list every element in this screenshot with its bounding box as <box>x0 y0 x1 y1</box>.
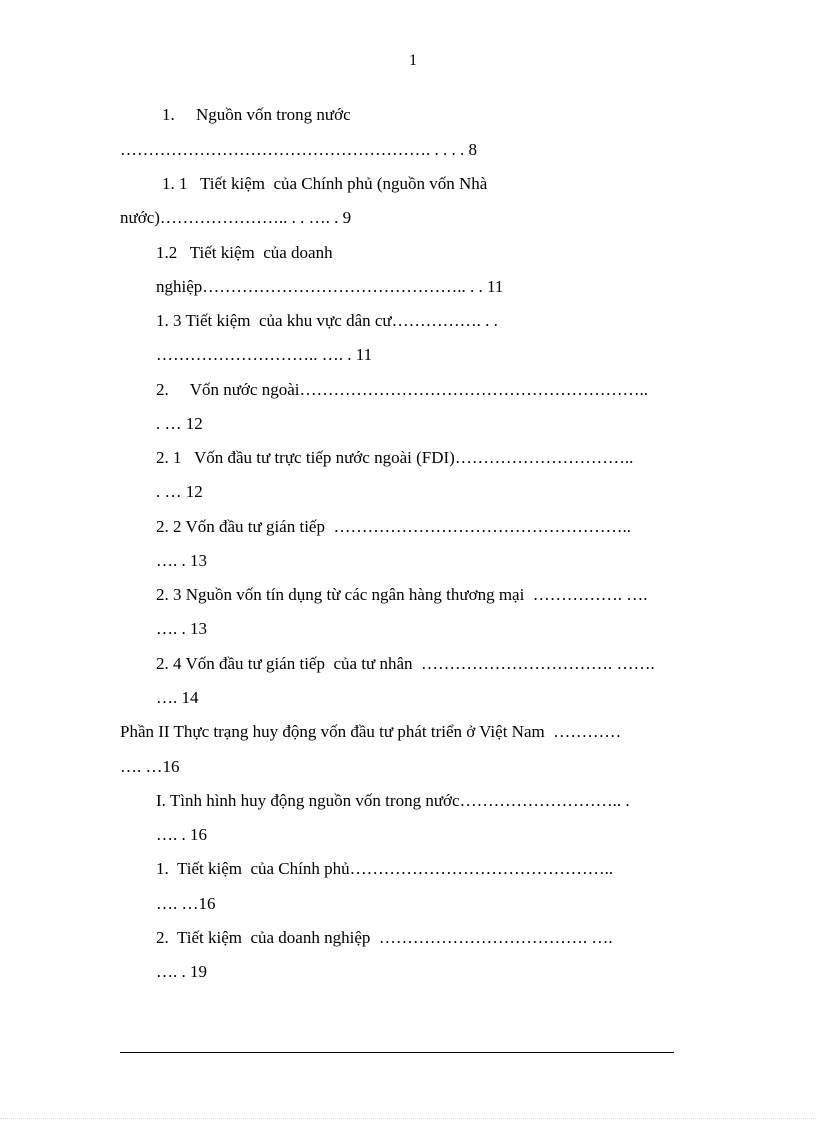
toc-heading-domestic-capital: 1. Nguồn vốn trong nước <box>162 105 351 124</box>
toc-leader-line: nghiệp……………………………………….. . . 11 <box>156 277 504 296</box>
toc-heading-foreign-capital: 2. Vốn nước ngoài…………………………………………………….. <box>156 380 648 399</box>
toc-item-indirect-investment: 2. 2 Vốn đầu tư gián tiếp …………………………………………….. <box>156 517 631 536</box>
toc-heading-part-two: Phần II Thực trạng huy động vốn đầu tư phát triển ở Việt Nam ………… <box>120 722 622 741</box>
toc-leader-line: …. . 13 <box>156 551 207 570</box>
toc-leader-line: ………………………………………………. . . . . 8 <box>120 140 477 159</box>
toc-item-enterprise-savings-2: 2. Tiết kiệm của doanh nghiệp ………………………………. …. <box>156 928 613 947</box>
page-boundary <box>0 1118 816 1119</box>
toc-item-government-savings-2: 1. Tiết kiệm của Chính phủ……………………………………….. <box>156 859 614 878</box>
toc-leader-line: nước)………………….. . . …. . 9 <box>120 208 352 227</box>
toc-item-government-savings: 1. 1 Tiết kiệm của Chính phủ (nguồn vốn Nhà <box>162 174 488 193</box>
toc-leader-line: . … 12 <box>156 414 203 433</box>
toc-item-commercial-bank-credit: 2. 3 Nguồn vốn tín dụng từ các ngân hàng thương mại ……………. …. <box>156 585 648 604</box>
toc-leader-line: …. …16 <box>120 757 180 776</box>
toc-heading-domestic-mobilization: I. Tình hình huy động nguồn vốn trong nước……………………….. . <box>156 791 630 810</box>
toc-item-private-indirect-investment: 2. 4 Vốn đầu tư gián tiếp của tư nhân ……………………………. ……. <box>156 654 655 673</box>
toc-leader-line: . … 12 <box>156 482 203 501</box>
toc-leader-line: …. 14 <box>156 688 199 707</box>
toc-leader-line: …. . 16 <box>156 825 207 844</box>
toc-leader-line: …. . 19 <box>156 962 207 981</box>
page-number: 1 <box>409 52 417 69</box>
toc-leader-line: ……………………….. …. . 11 <box>156 345 373 364</box>
footer-divider <box>120 1052 674 1053</box>
toc-leader-line: …. . 13 <box>156 619 207 638</box>
toc-leader-line: …. …16 <box>156 894 216 913</box>
toc-item-household-savings: 1. 3 Tiết kiệm của khu vực dân cư……………. . . <box>156 311 498 330</box>
toc-item-enterprise-savings: 1.2 Tiết kiệm của doanh <box>156 243 333 262</box>
toc-item-fdi: 2. 1 Vốn đầu tư trực tiếp nước ngoài (FDI)………………………….. <box>156 448 634 467</box>
